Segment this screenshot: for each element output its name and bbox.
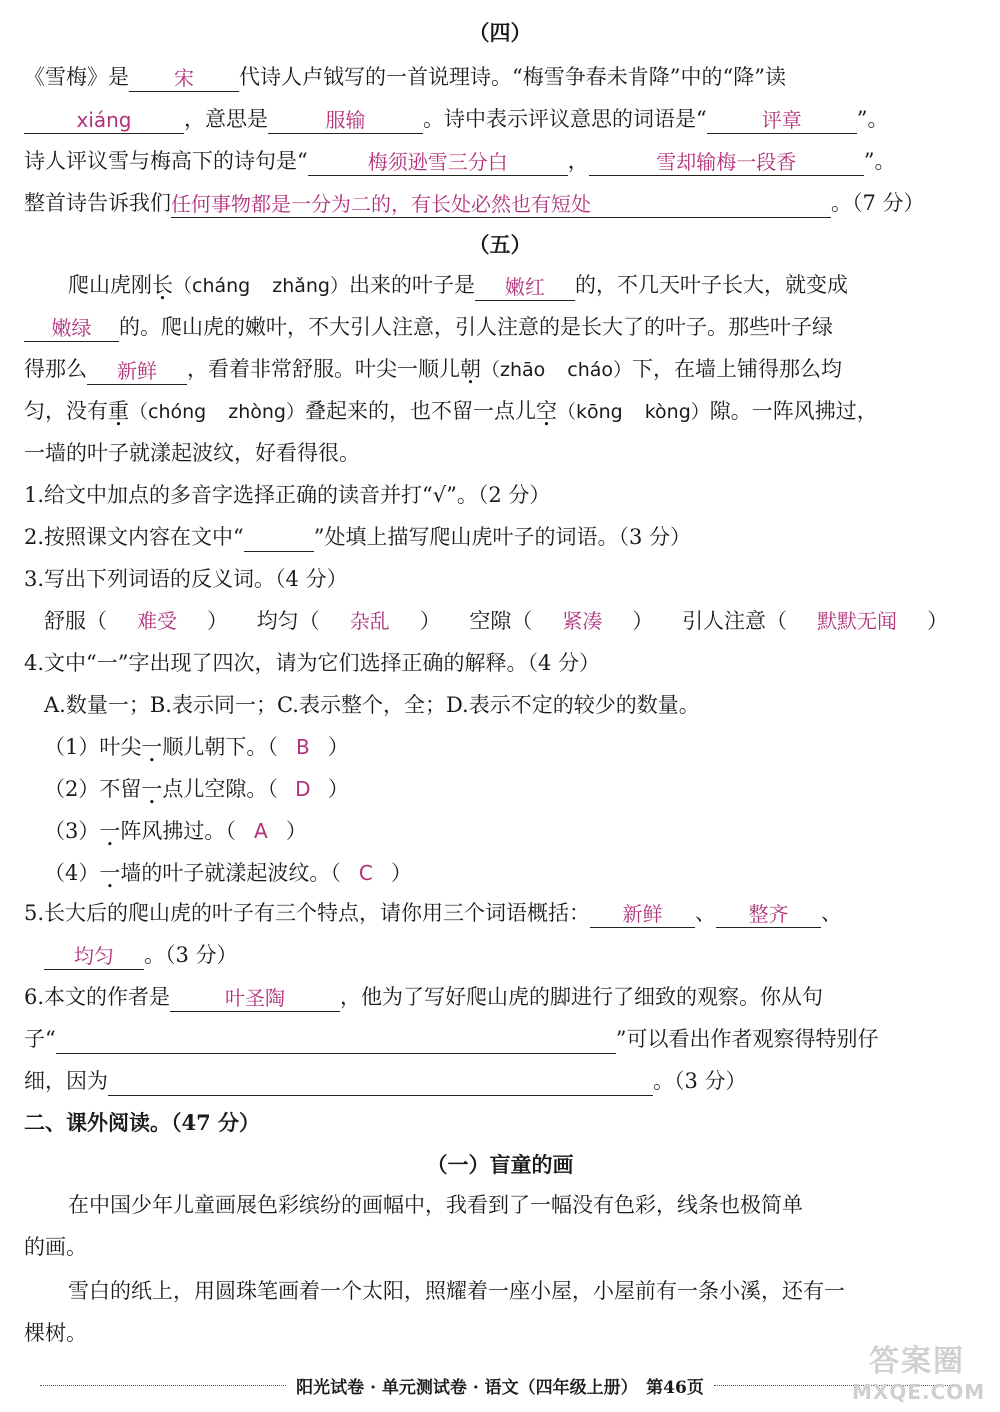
- text: 。诗中表示评议意思的词语是“: [423, 107, 707, 131]
- q3-item: [682, 609, 948, 633]
- site-watermark: [852, 1336, 986, 1404]
- text: 诗人评议雪与梅高下的诗句是“: [24, 149, 308, 173]
- text: 下，在墙上铺得那么均: [632, 357, 843, 381]
- sec4-line-3: [24, 146, 976, 180]
- text: ）: [285, 819, 307, 843]
- part-two-heading: 二、课外阅读。（47 分）: [24, 1110, 261, 1135]
- q4-item-4: [24, 858, 976, 892]
- text: ”可以看出作者观察得特别仔: [615, 1027, 879, 1051]
- text: 空隙（: [469, 609, 533, 633]
- text: ”处填上描写爬山虎叶子的词语。（3 分）: [313, 525, 692, 549]
- pinyin-option: （zhāo: [481, 359, 546, 381]
- dotted-char: 长: [152, 273, 173, 297]
- answer-fresh: 新鲜: [87, 356, 187, 385]
- text: 《雪梅》是: [24, 65, 129, 89]
- text: 的，不几天叶子长大，就变成: [575, 273, 848, 297]
- answer-poem-line-2: 雪却输梅一段香: [589, 147, 864, 176]
- text: ）: [207, 609, 228, 633]
- answer: 紧凑: [562, 609, 603, 633]
- answer: 杂乱: [349, 609, 390, 633]
- reading-title: （一）盲童的画: [426, 1152, 574, 1177]
- answer: 默默无闻: [817, 609, 898, 633]
- pinyin-option: kòng）: [644, 401, 710, 423]
- dotted-char: 一: [99, 861, 121, 885]
- sec4-line-4: [24, 188, 976, 222]
- question-5-cont: [24, 940, 976, 974]
- question-5: [24, 898, 976, 932]
- pinyin-option: （chóng: [129, 401, 207, 423]
- blank: [244, 523, 314, 552]
- dotted-char: 空: [535, 399, 557, 423]
- text: ）: [327, 735, 349, 759]
- q4-item-2: [24, 774, 976, 808]
- text: ）: [927, 609, 949, 633]
- text: 引人注意（: [682, 609, 788, 633]
- text: 整首诗告诉我们: [24, 191, 171, 215]
- answer-poem-line-1: 梅须逊雪三分白: [308, 147, 568, 176]
- text: ）: [327, 777, 349, 801]
- answer: 难受: [137, 609, 177, 633]
- answer-meaning: 服输: [268, 105, 423, 134]
- q4-item-3: [24, 816, 976, 850]
- sec4-line-2: [24, 104, 976, 138]
- question-4: 4.文中“一”字出现了四次，请为它们选择正确的解释。（4 分）: [24, 651, 601, 675]
- question-6: [24, 982, 976, 1016]
- q3-answers: [24, 606, 976, 640]
- pinyin-option: zhòng）: [228, 401, 305, 423]
- text: ）: [632, 609, 654, 633]
- text: 代诗人卢钺写的一首说理诗。“梅雪争春未肯降”中的“降”读: [239, 65, 786, 89]
- text: 、: [821, 901, 843, 925]
- text: 匀，没有: [24, 399, 108, 423]
- dotted-char: 重: [108, 399, 129, 423]
- sec5-para-line-3: [24, 354, 976, 388]
- text: 均匀（: [256, 609, 320, 633]
- text: 舒服（: [44, 609, 107, 633]
- question-2: [24, 522, 976, 556]
- footer-text: 阳光试卷 · 单元测试卷 · 语文（四年级上册） 第46页: [296, 1377, 704, 1398]
- footer-rule-left: [40, 1385, 286, 1386]
- sec4-line-1: [24, 62, 976, 96]
- page-footer: [30, 1370, 970, 1400]
- text: 。（3 分）: [144, 943, 238, 967]
- blank: [56, 1025, 616, 1054]
- question-3: 3.写出下列词语的反义词。（4 分）: [24, 567, 348, 591]
- sec5-para-line-1: [24, 270, 976, 304]
- q3-item: [469, 609, 653, 633]
- text: （2）不留: [44, 777, 142, 801]
- text: 2.按照课文内容在文中“: [24, 525, 244, 549]
- answer-pinyin: xiáng: [24, 105, 184, 134]
- text: 出来的叶子是: [349, 273, 475, 297]
- answer-lesson: 任何事物都是一分为二的，有长处必然也有短处: [171, 189, 831, 218]
- text: 点儿空隙。（: [162, 777, 278, 801]
- reading-para-1-line-2: 的画。: [24, 1235, 87, 1259]
- dotted-char: 一: [141, 735, 163, 759]
- question-1: 1.给文中加点的多音字选择正确的读音并打“√”。（2 分）: [24, 483, 551, 507]
- answer: C: [358, 861, 373, 885]
- text: 阵风拂过。（: [120, 819, 236, 843]
- answer-color-2: 嫩绿: [24, 313, 119, 342]
- pinyin-option: （kōng: [556, 401, 623, 423]
- answer: A: [254, 819, 268, 843]
- reading-para-2-line-2: 棵树。: [24, 1321, 87, 1345]
- question-6-line-3: [24, 1066, 976, 1100]
- text: 5.长大后的爬山虎的叶子有三个特点，请你用三个词语概括：: [24, 901, 591, 925]
- sec5-para-line-5: 一墙的叶子就漾起波纹，好看得很。: [24, 441, 360, 465]
- pinyin-option: zhǎng）: [272, 275, 349, 297]
- text: ，意思是: [184, 107, 268, 131]
- text: 6.本文的作者是: [24, 985, 171, 1009]
- text: 子“: [24, 1027, 56, 1051]
- text: 叠起来的，也不留一点儿: [304, 399, 536, 423]
- text: 顺儿朝下。（: [162, 735, 278, 759]
- q3-item: [257, 609, 441, 633]
- watermark-url: MXQE.COM: [852, 1380, 986, 1404]
- pinyin-option: （cháng: [173, 275, 251, 297]
- text: （3）: [44, 819, 100, 843]
- text: 墙的叶子就漾起波纹。（: [120, 861, 341, 885]
- answer-trait-3: 均匀: [44, 941, 144, 970]
- text: 隙。一阵风拂过，: [709, 399, 878, 423]
- answer-color-1: 嫩红: [475, 272, 575, 301]
- text: 细，因为: [24, 1069, 108, 1093]
- watermark-text: 答案圈: [869, 1344, 965, 1379]
- answer-dynasty: 宋: [129, 63, 239, 92]
- text: ）: [419, 609, 441, 633]
- blank: [108, 1067, 653, 1096]
- sec5-para-line-4: [24, 396, 976, 430]
- section-four-title: （四）: [468, 20, 532, 45]
- text: （1）叶尖: [44, 735, 142, 759]
- text: 得那么: [24, 357, 87, 381]
- q4-options: A.数量一；B.表示同一；C.表示整个，全；D.表示不定的较少的数量。: [44, 693, 700, 717]
- text: ，他为了写好爬山虎的脚进行了细致的观察。你从句: [340, 985, 824, 1009]
- q3-item: [44, 609, 228, 633]
- text: ，看着非常舒服。叶尖一顺儿: [187, 357, 460, 381]
- text: 的。爬山虎的嫩叶，不大引人注意，引人注意的是长大了的叶子。那些叶子绿: [119, 315, 833, 339]
- answer-author: 叶圣陶: [170, 983, 340, 1012]
- question-6-line-2: [24, 1024, 976, 1058]
- dotted-char: 朝: [460, 357, 481, 381]
- section-five-title: （五）: [468, 232, 532, 257]
- text: 。（3 分）: [653, 1069, 747, 1093]
- text: ”。: [863, 149, 896, 173]
- q4-item-1: [24, 732, 976, 766]
- reading-para-2-line-1: 雪白的纸上，用圆珠笔画着一个太阳，照耀着一座小屋，小屋前有一条小溪，还有一: [68, 1279, 845, 1303]
- answer-word: 评章: [707, 105, 857, 134]
- dotted-char: 一: [141, 777, 163, 801]
- text: （4）: [44, 861, 100, 885]
- dotted-char: 一: [99, 819, 121, 843]
- pinyin-option: cháo）: [567, 359, 633, 381]
- reading-para-1-line-1: 在中国少年儿童画展色彩缤纷的画幅中，我看到了一幅没有色彩，线条也极简单: [68, 1193, 803, 1217]
- answer: B: [296, 735, 310, 759]
- text: 。（7 分）: [831, 191, 925, 215]
- text: ”。: [856, 107, 889, 131]
- text: 、: [695, 901, 717, 925]
- text: ）: [390, 861, 412, 885]
- text: ，: [567, 149, 589, 173]
- answer-trait-2: 整齐: [716, 899, 821, 928]
- sec5-para-line-2: [24, 312, 976, 346]
- text: 爬山虎刚: [68, 273, 152, 297]
- answer-trait-1: 新鲜: [590, 899, 695, 928]
- answer: D: [295, 777, 311, 801]
